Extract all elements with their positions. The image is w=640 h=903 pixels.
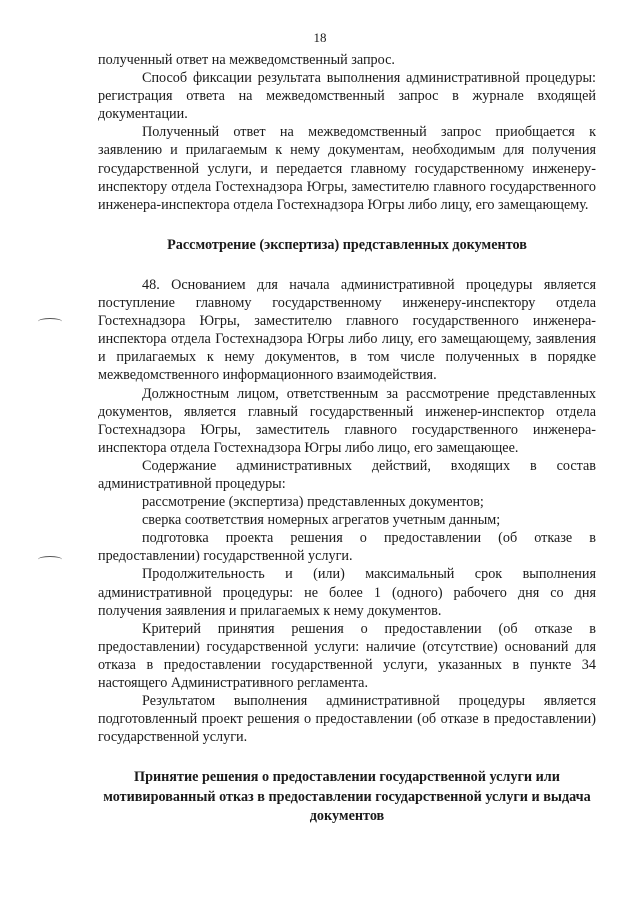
paragraph: полученный ответ на межведомственный запрос.: [98, 52, 395, 68]
list-item: подготовка проекта решения о предоставлении (об отказе в предоставлении) государственной услуги.: [98, 530, 596, 565]
margin-mark: [38, 318, 62, 325]
margin-mark: [38, 556, 62, 563]
document-body: [98, 51, 596, 827]
section-heading: Рассмотрение (экспертиза) представленных документов: [167, 236, 527, 253]
section-heading: Принятие решения о предоставлении государственной услуги или мотивированный отказ в предоставлении государственной услуги и выдача документов: [103, 769, 591, 825]
paragraph: Критерий принятия решения о предоставлении (об отказе в предоставлении) государственной услуги: наличие (отсутствие) оснований для отказа в предоставлении государственной услуги, указанных в пункте 34 настоящего Административного регламента.: [98, 620, 596, 691]
paragraph: 48. Основанием для начала административной процедуры является поступление главному государственному инженеру-инспектору отдела Гостехнадзора Югры, заместителю главного государственного инженера-инспектора отдела Гостехнадзора Югры либо лицу, его замещающему, заявления и прилагаемых к нему документов, в том числе полученных в порядке межведомственного информационного взаимодействия.: [98, 276, 596, 384]
list-item: рассмотрение (экспертиза) представленных документов;: [142, 494, 484, 511]
paragraph: Полученный ответ на межведомственный запрос приобщается к заявлению и прилагаемым к нему документам, необходимым для получения государственной услуги, и передается главному государственному инженеру-инспектору отдела Гостехнадзора Югры, заместителю главного государственного инженера-инспектора отдела Гостехнадзора Югры либо лицу, его замещающему.: [98, 124, 596, 213]
paragraph: Продолжительность и (или) максимальный срок выполнения административной процедуры: не более 1 (одного) рабочего дня со дня получения заявления и прилагаемых к нему документов.: [98, 566, 596, 619]
page-number: 18: [313, 30, 327, 45]
paragraph: Способ фиксации результата выполнения административной процедуры: регистрация ответа на межведомственный запрос в журнале входящей документации.: [98, 70, 596, 123]
paragraph: Должностным лицом, ответственным за рассмотрение представленных документов, является главный государственный инженер-инспектор отдела Гостехнадзора Югры, заместитель главного государственного инженера-инспектора отдела Гостехнадзора Югры либо лицо, его замещающее.: [98, 385, 596, 456]
list-item: сверка соответствия номерных агрегатов учетным данным;: [142, 512, 501, 529]
paragraph: Результатом выполнения административной процедуры является подготовленный проект решения о предоставлении (об отказе в предоставлении) государственной услуги.: [98, 693, 596, 746]
paragraph: Содержание административных действий, входящих в состав административной процедуры:: [98, 457, 596, 492]
